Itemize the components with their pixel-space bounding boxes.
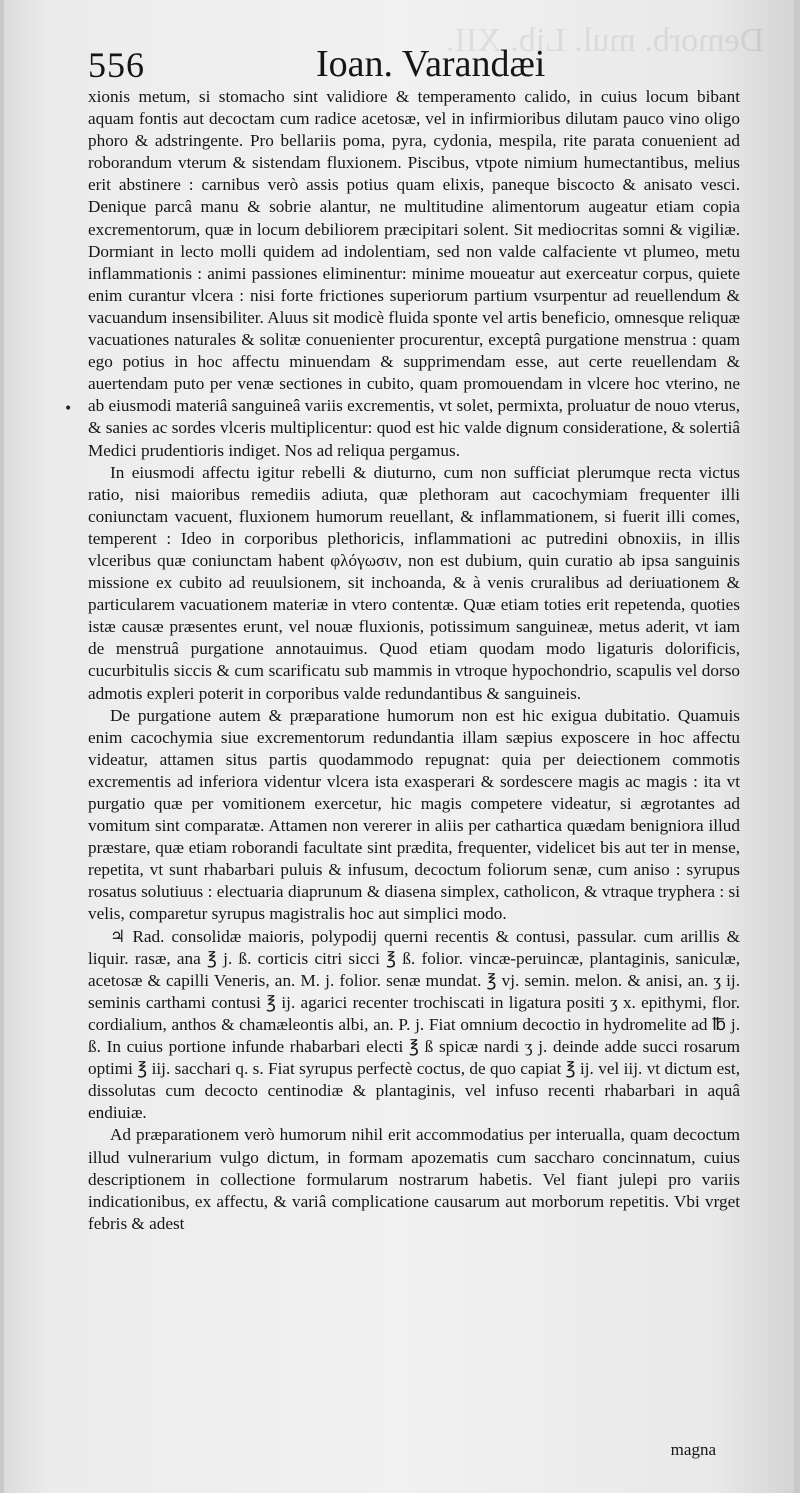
paragraph-diet: xionis metum, si stomacho sint validiore & temperamento calido, in cuius locum bibant aquam fontis aut decoctam cum radice acetosæ, vel in infirmioribus dilutam pauco vino oligo phoro & adstringente. Pro bellariis poma, pyra, cydonia, mespila, rite parata conuenient ad roborandum vterum & sistendam fluxionem. Piscibus, vtpote nimium humectantibus, melius erit abstinere : carnibus verò assis potius quam elixis, paneque biscocto & anisato vesci. Denique parcâ manu & sobrie alantur, ne multitudine alimentorum augeatur etiam copia excrementorum, quæ in locum debiliorem præcipitari solent. Sit mediocritas somni & vigiliæ. Dormiant in lecto molli quidem ad indolentiam, sed non valde calfaciente vt plumeo, metu inflammationis : animi passiones eliminentur: minime moueatur aut exerceatur corpus, quiete enim curantur vlcera : nisi forte frictiones superiorum partium vsurpentur ad reuellendum & vacuandum insensibiliter. Aluus sit modicè fluida sponte vel artis beneficio, omnesque reliquæ vacuationes naturales & solitæ conuenienter procurentur, exceptâ purgatione menstrua : quam ego potius in hoc affectu minuendam & supprimendam esse, aut certe reuellendam & auertendam puto per venæ sectiones in cubito, quam promouendam in vlcere hoc vterino, ne ab eiusmodi materiâ sanguineâ variis excrementis, vt solet, permixta, proluatur de nouo vterus, & sanies ac sordes vlceris multiplicentur: quod est hic valde dignum consideratione, & solertiâ Medici prudentioris indiget. Nos ad reliqua pergamus.	[88, 87, 740, 460]
bleed-through-text: Demorb. mul. Lib. XII.	[445, 22, 764, 59]
paragraph-preparation: Ad præparationem verò humorum nihil erit accommodatius per interualla, quam decoctum illud vulnerarium vulgo dictum, in formam apozematis cum saccharo concinnatum, cuius descriptionem in collectione formularum nostrarum habetis. Vel fiant julepi pro variis indicationibus, ex affectu, & variâ complicatione causarum aut morborum repetitis. Vbi vrget febris & adest	[88, 1125, 740, 1233]
page-number: 556	[88, 45, 145, 85]
body-text	[88, 86, 740, 1235]
book-page	[4, 0, 794, 1493]
paragraph-recipe: ♃ Rad. consolidæ maioris, polypodij querni recentis & contusi, passular. cum arillis & liquir. rasæ, ana ℥ j. ß. corticis citri sicci ℥ ß. folior. vincæ-peruincæ, plantaginis, saniculæ, acetosæ & capilli Veneris, an. M. j. folior. senæ mundat. ℥ vj. semin. melon. & anisi, an. ʒ ij. seminis carthami contusi ℥ ij. agarici recenter trochiscati in ligatura positi ʒ x. epithymi, flor. cordialium, anthos & chamæleontis albi, an. P. j. Fiat omnium decoctio in hydromelite ad ℔ j. ß. In cuius portione infunde rhabarbari electi ℥ ß spicæ nardi ʒ j. deinde adde succi rosarum optimi ℥ iij. sacchari q. s. Fiat syrupus perfectè coctus, de quo capiat ℥ ij. vel iij. vt dictum est, dissolutas cum decocto centinodiæ & plantaginis, vel infuso recenti rhabarbari in aquâ endiuiæ.	[88, 926, 740, 1123]
paragraph-remedies: In eiusmodi affectu igitur rebelli & diuturno, cum non sufficiat plerumque recta victus ratio, nisi maioribus remediis adiuta, quæ plethoram aut cacochymiam frequenter illi coniunctam vacuent, fluxionem humorum reuellant, & inflammationem, si fuerit illi comes, temperent : Ideo in corporibus plethoricis, inflammationi ac putredini obnoxiis, in illis vlceribus quæ coniunctam habent φλόγωσιν, non est dubium, quin curatio ab ipsa sanguinis missione ex cubito ad reuulsionem, sit inchoanda, & à venis cruralibus ad deriuationem & particularem vacuationem materiæ in vtero contentæ. Quæ etiam toties erit repetenda, quoties istæ causæ præsentes erunt, vel nouæ fluxionis, potissimum sanguineæ, metus aderit, vt iam de menstruâ purgatione annotauimus. Quod etiam quodam modo ligaturis dolorificis, cucurbitulis siccis & cum scarificatu sub mammis in vtroque hypochondrio, scapulis vel dorso admotis expleri poterit in corporibus valde redundantibus & sanguineis.	[88, 462, 740, 703]
paragraph-purgation: De purgatione autem & præparatione humorum non est hic exigua dubitatio. Quamuis enim cacochymia siue excrementorum redundantia illam sæpius exposcere in hoc affectu videatur, attamen situs partis quodammodo repugnat: quia per deiectionem commotis excrementis ad inferiora videntur vlcera ista exasperari & sordescere magis ac magis : ita vt purgatio quæ per vomitionem exercetur, hic magis competere videatur, si ægrotantes ad vomitum sint comparatæ. Attamen non vererer in aliis per cathartica quædam benigniora illud præstare, quæ etiam roborandi facultate sint prædita, frequenter, videlicet bis aut ter in mense, repetita, vt sunt rhabarbari puluis & infusum, decoctum foliorum senæ, cum aniso : syrupus rosatus solutiuus : electuaria diaprunum & diasena simplex, catholicon, & vtraque tryphera : si velis, comparetur syrupus magistralis hoc aut simplici modo.	[88, 705, 740, 924]
page-header	[88, 38, 648, 84]
margin-dot-icon: •	[64, 401, 73, 417]
running-title: Ioan. Varandæi	[316, 43, 546, 85]
catchword: magna	[670, 1440, 716, 1459]
